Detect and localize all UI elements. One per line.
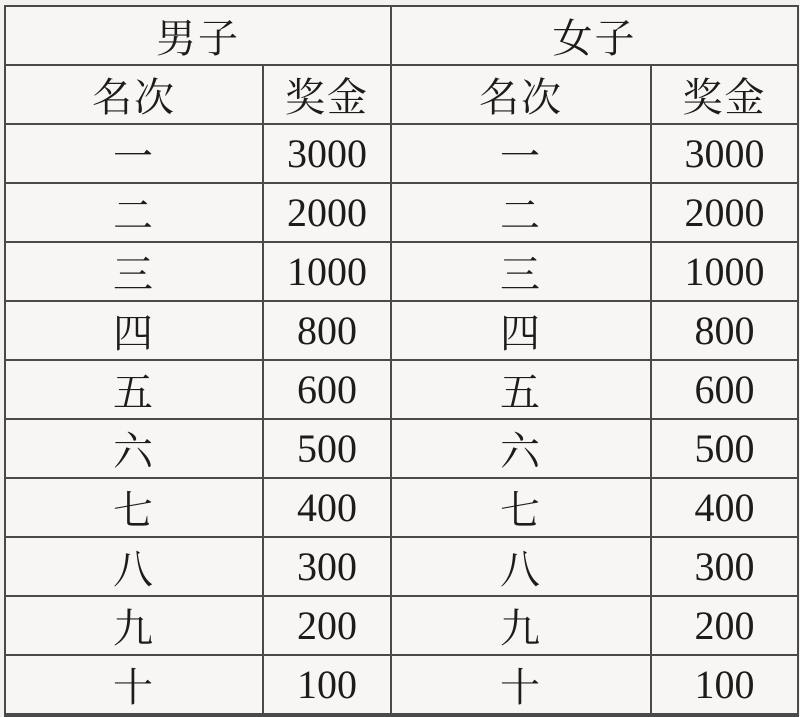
rank-cell: 四 [5,301,263,360]
prize-cell: 1000 [263,242,391,301]
women-group-header: 女子 [391,6,798,65]
prize-cell: 800 [263,301,391,360]
rank-cell: 十 [391,655,651,715]
rank-cell: 九 [5,596,263,655]
prize-cell: 2000 [651,183,798,242]
rank-cell: 八 [5,537,263,596]
prize-cell: 400 [263,478,391,537]
rank-cell: 三 [5,242,263,301]
prize-cell: 600 [651,360,798,419]
table-row [5,596,798,655]
prize-cell: 1000 [651,242,798,301]
rank-cell: 二 [391,183,651,242]
table-row [5,655,798,715]
column-header-row [5,65,798,124]
prize-cell: 200 [263,596,391,655]
women-rank-column-header: 名次 [391,65,651,124]
prize-cell: 500 [263,419,391,478]
prize-cell: 400 [651,478,798,537]
table-row [5,242,798,301]
rank-cell: 四 [391,301,651,360]
prize-cell: 3000 [651,124,798,183]
group-header-row [5,6,798,65]
rank-cell: 二 [5,183,263,242]
prize-cell: 200 [651,596,798,655]
rank-cell: 九 [391,596,651,655]
prize-cell: 100 [263,655,391,715]
rank-cell: 一 [391,124,651,183]
table-body [5,124,798,715]
women-prize-column-header: 奖金 [651,65,798,124]
rank-cell: 一 [5,124,263,183]
rank-cell: 五 [5,360,263,419]
table-row [5,301,798,360]
prize-cell: 300 [263,537,391,596]
table-row [5,360,798,419]
men-group-header: 男子 [5,6,391,65]
prize-table [4,5,799,717]
rank-cell: 六 [5,419,263,478]
table-row [5,183,798,242]
prize-cell: 600 [263,360,391,419]
prize-cell: 100 [651,655,798,715]
prize-cell: 500 [651,419,798,478]
table-row [5,419,798,478]
prize-cell: 3000 [263,124,391,183]
table-row [5,537,798,596]
rank-cell: 十 [5,655,263,715]
prize-cell: 2000 [263,183,391,242]
rank-cell: 三 [391,242,651,301]
men-prize-column-header: 奖金 [263,65,391,124]
prize-cell: 800 [651,301,798,360]
rank-cell: 八 [391,537,651,596]
table-row [5,478,798,537]
men-rank-column-header: 名次 [5,65,263,124]
rank-cell: 五 [391,360,651,419]
rank-cell: 七 [391,478,651,537]
table-row [5,124,798,183]
rank-cell: 六 [391,419,651,478]
rank-cell: 七 [5,478,263,537]
prize-cell: 300 [651,537,798,596]
